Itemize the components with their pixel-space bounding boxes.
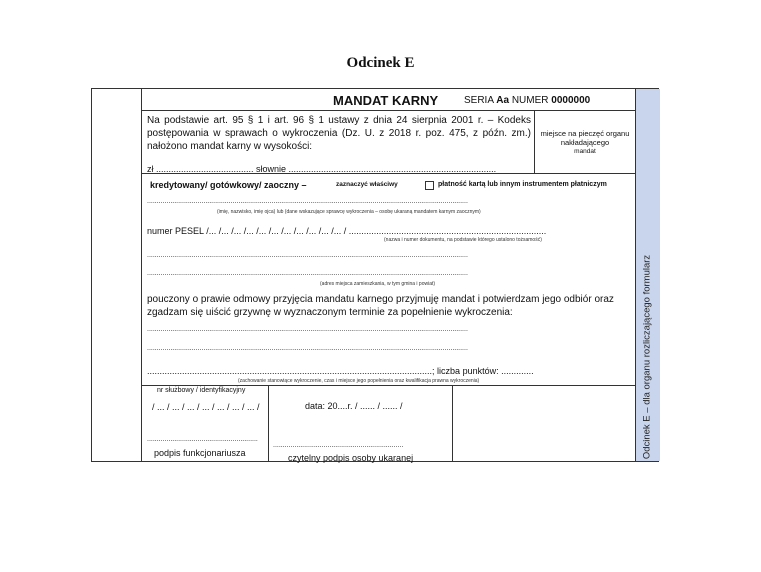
left-margin-divider xyxy=(141,89,142,461)
series-value: Aa xyxy=(496,95,510,106)
stamp-sublabel: mandat xyxy=(574,148,596,155)
payment-type-hint: zaznaczyć właściwy xyxy=(336,181,398,188)
side-label: Odcinek E – dla organu rozliczającego formularz xyxy=(641,254,653,460)
officer-id-field[interactable]: / ... / ... / ... / ... / ... / ... / ... / xyxy=(152,402,260,412)
footer-row-divider xyxy=(141,385,635,386)
series-number xyxy=(464,95,590,106)
legal-basis-text: Na podstawie art. 95 § 1 i art. 96 § 1 ustawy z dnia 24 sierpnia 2001 r. – Kodeks postępowania w sprawach o wykroczenia (Dz. U. z 2018 r. poz. 475, z późn. zm.) nałożono mandat karny w wysokości: xyxy=(147,115,531,152)
ticket-form xyxy=(91,88,659,462)
footer-col-divider-1 xyxy=(268,385,269,461)
series-label: SERIA xyxy=(464,95,494,106)
instruction-text: pouczony o prawie odmowy przyjęcia mandatu karnego przyjmuję mandat i potwierdzam jego odbiór oraz zgadzam się uiścić grzywnę w wyznaczonym terminie za popełnienie wykroczenia: xyxy=(147,294,614,318)
date-field[interactable]: data: 20....r. / ...... / ...... / xyxy=(305,401,403,411)
points-line[interactable]: ..................................................................................................................; liczba punktów: ............. xyxy=(147,366,534,376)
stamp-label: miejsce na pieczęć organu nakładającego xyxy=(540,129,630,147)
number-value: 0000000 xyxy=(551,95,591,106)
card-payment-label: płatność kartą lub innym instrumentem płatniczym xyxy=(438,181,607,188)
document-caption: (nazwa i numer dokumentu, na podstawie którego ustalono tożsamość) xyxy=(384,237,542,243)
address-line-2[interactable]: ..................................................................................................................................................................... xyxy=(147,270,468,277)
offence-line-2[interactable]: ..................................................................................................................................................................... xyxy=(147,345,468,352)
offender-signature-line[interactable]: ................................................................... xyxy=(273,442,404,449)
footer-col-divider-2 xyxy=(452,385,453,461)
offence-line-1[interactable]: ..................................................................................................................................................................... xyxy=(147,326,468,333)
address-caption: (adres miejsca zamieszkania, w tym gmina i powiat) xyxy=(320,281,436,287)
payment-type-line[interactable]: kredytowany/ gotówkowy/ zaoczny – xyxy=(150,180,307,190)
address-line-1[interactable]: ..................................................................................................................................................................... xyxy=(147,252,468,259)
stamp-box-divider xyxy=(534,110,535,173)
title-row-divider xyxy=(141,110,635,111)
officer-id-label: nr służbowy / identyfikacyjny xyxy=(157,387,246,394)
officer-signature-label: podpis funkcjonariusza xyxy=(154,448,246,458)
number-label: NUMER xyxy=(511,95,549,106)
offence-caption: (zachowanie stanowiące wykroczenie, czas i miejsce jego popełnienia oraz kwalifikacja prawna wykroczenia) xyxy=(238,378,480,384)
officer-signature-line[interactable]: ......................................................... xyxy=(147,436,258,443)
amount-line[interactable]: zł ....................................... słownie ................................................................................... xyxy=(147,164,497,174)
name-line[interactable]: ..................................................................................................................................................................... xyxy=(147,198,468,205)
stamp-area xyxy=(538,129,632,156)
card-payment-checkbox[interactable] xyxy=(425,181,434,190)
page-title: Odcinek E xyxy=(346,55,415,71)
pesel-line[interactable]: numer PESEL /... /... /... /... /... /... /... /... /... /... /... / ............................................................................... xyxy=(147,226,547,236)
form-title: MANDAT KARNY xyxy=(333,93,439,108)
offender-signature-label: czytelny podpis osoby ukaranej xyxy=(288,453,414,463)
name-caption: (imię, nazwisko, imię ojca) lub (dane wskazujące sprawcę wykroczenia – osobę ukaraną mandatem karnym zaocznym) xyxy=(217,209,481,215)
